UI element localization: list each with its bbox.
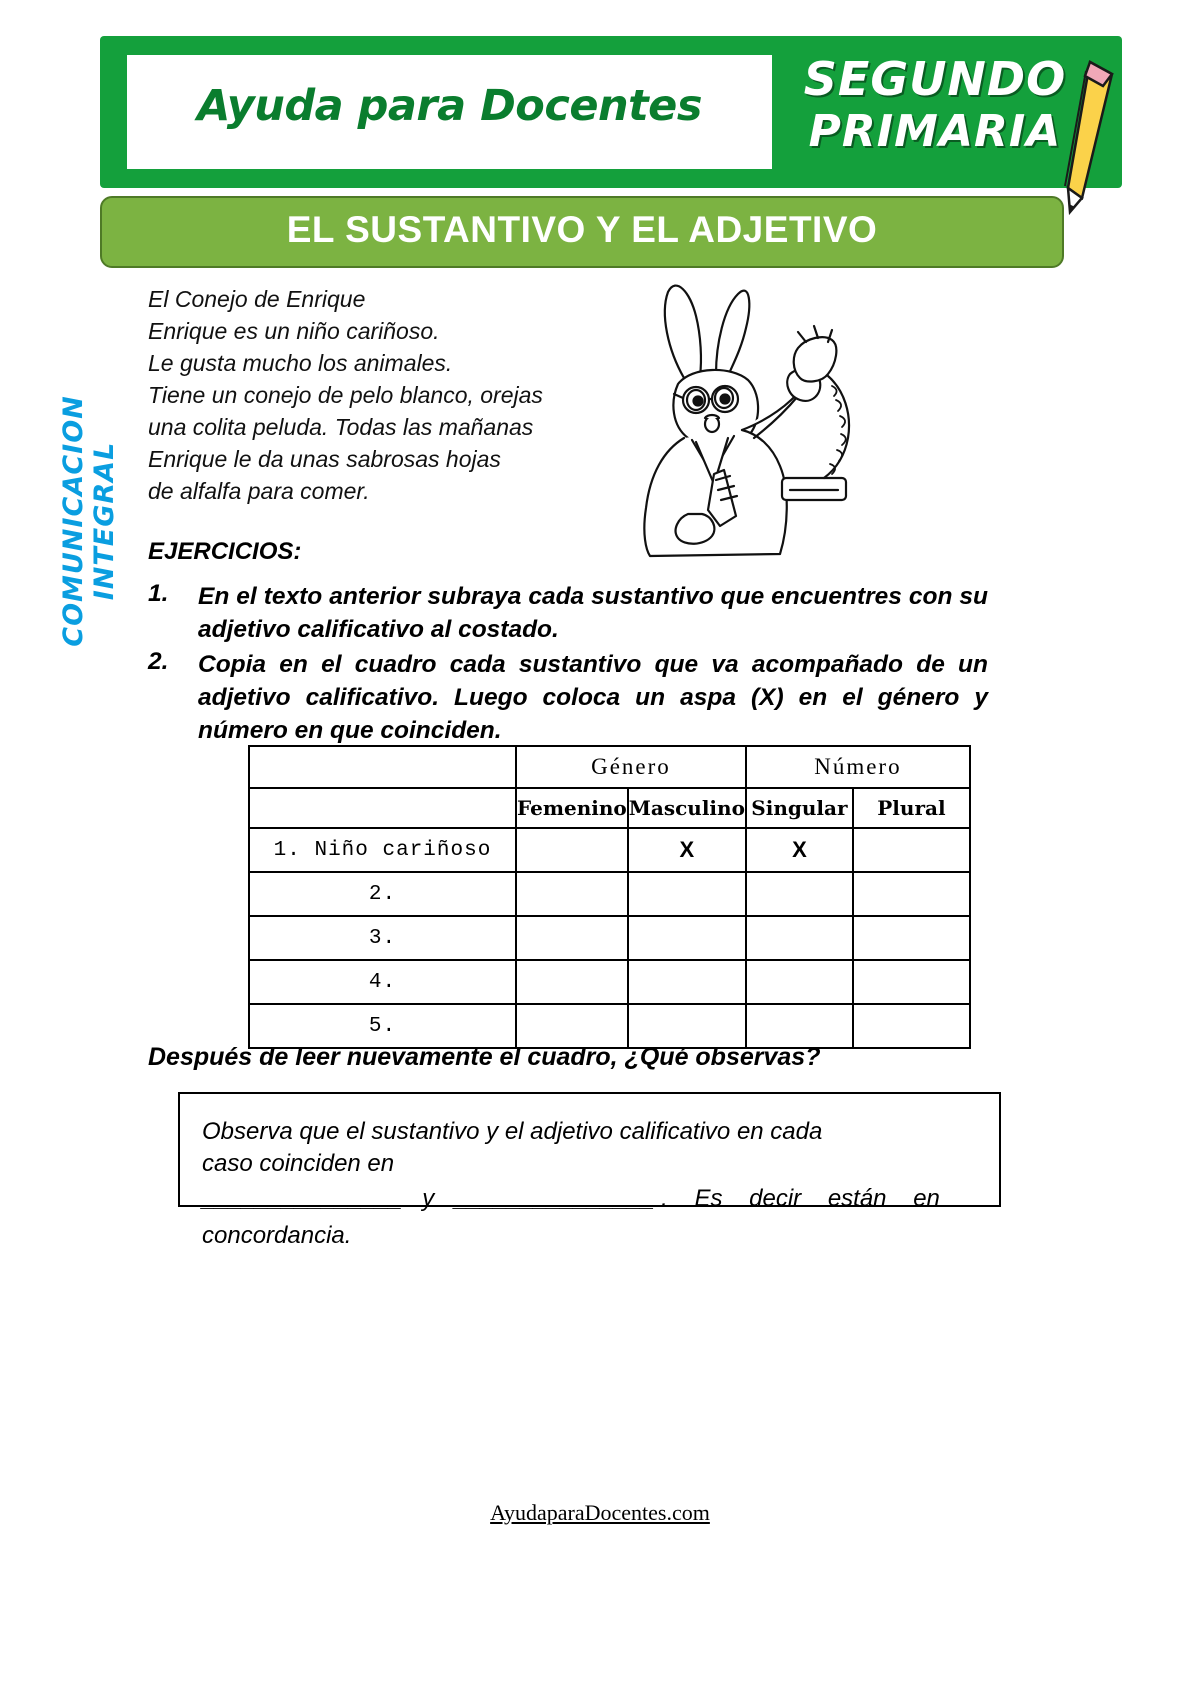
table-row-1-item: 1. Niño cariñoso: [249, 828, 516, 872]
table-header-singular: Singular: [746, 788, 853, 828]
footer-link[interactable]: AyudaparaDocentes.com: [490, 1500, 710, 1525]
story-line: una colita peluda. Todas las mañanas: [148, 414, 534, 440]
answer-line-3: _______________ y _______________ . Es decir están en: [202, 1185, 940, 1212]
grade-line-1: SEGUNDO: [803, 52, 1067, 106]
answer-line-4: concordancia.: [202, 1222, 352, 1249]
table-row-4-singular[interactable]: [746, 960, 853, 1004]
table-header-numero: Número: [746, 746, 970, 788]
story-line: El Conejo de Enrique: [148, 286, 366, 312]
worksheet-title-bar: [100, 196, 1064, 268]
table-row-5-masculino[interactable]: [628, 1004, 746, 1048]
story-line: Tiene un conejo de pelo blanco, orejas: [148, 382, 543, 408]
table-row-1-masculino[interactable]: X: [628, 828, 746, 872]
table-header-genero: Género: [516, 746, 746, 788]
table-row-4-plural[interactable]: [853, 960, 970, 1004]
exercise-1-text: En el texto anterior subraya cada sustantivo que encuentres con su adjetivo calificativo al costado.: [198, 583, 988, 643]
table-row: [249, 872, 970, 916]
table-row-2-item[interactable]: 2.: [249, 872, 516, 916]
table-row-4-masculino[interactable]: [628, 960, 746, 1004]
story-line: Enrique es un niño cariñoso.: [148, 318, 440, 344]
story-line: Le gusta mucho los animales.: [148, 350, 453, 376]
answer-line-2: caso coinciden en: [202, 1150, 395, 1177]
table-row-5-femenino[interactable]: [516, 1004, 628, 1048]
table-row-2-singular[interactable]: [746, 872, 853, 916]
worksheet-title: EL SUSTANTIVO Y EL ADJETIVO: [286, 209, 878, 250]
exercise-2-text: Copia en el cuadro cada sustantivo que va acompañado de un adjetivo calificativo. Luego coloca un aspa (X) en el género y número en que coinciden.: [198, 651, 988, 744]
table-row-5-singular[interactable]: [746, 1004, 853, 1048]
table-row-3-singular[interactable]: [746, 916, 853, 960]
site-title: Ayuda para Docentes: [197, 81, 702, 131]
exercise-1-number: 1.: [148, 580, 169, 607]
table-row-1-plural[interactable]: [853, 828, 970, 872]
grade-line-2: PRIMARIA: [808, 106, 1062, 157]
grade-badge: [800, 52, 1070, 174]
table-row-5-plural[interactable]: [853, 1004, 970, 1048]
exercises-heading: EJERCICIOS:: [148, 538, 302, 565]
table-row-2-plural[interactable]: [853, 872, 970, 916]
reflection-question: Después de leer nuevamente el cuadro, ¿Qué observas?: [148, 1043, 821, 1071]
table-header-row-group: [249, 746, 970, 788]
sustantivo-adjetivo-table: [248, 745, 971, 1049]
table-row-3-femenino[interactable]: [516, 916, 628, 960]
table-row-2-masculino[interactable]: [628, 872, 746, 916]
table-row-4-femenino[interactable]: [516, 960, 628, 1004]
table-header-femenino: Femenino: [516, 788, 628, 828]
rabbit-with-telephone-illustration: [592, 278, 882, 563]
pencil-icon: [1060, 56, 1130, 216]
story-line: de alfalfa para comer.: [148, 478, 370, 504]
table-row-1-singular[interactable]: X: [746, 828, 853, 872]
table-corner-empty: [249, 746, 516, 788]
table-row-1-femenino[interactable]: [516, 828, 628, 872]
table-corner-empty-2: [249, 788, 516, 828]
table-row: [249, 1004, 970, 1048]
table-row-3-masculino[interactable]: [628, 916, 746, 960]
table-row-3-item[interactable]: 3.: [249, 916, 516, 960]
table-row-2-femenino[interactable]: [516, 872, 628, 916]
table-row-5-item[interactable]: 5.: [249, 1004, 516, 1048]
story-text: [148, 283, 668, 507]
table-row: [249, 828, 970, 872]
table-header-masculino: Masculino: [628, 788, 746, 828]
table-row: [249, 916, 970, 960]
header-banner: [100, 36, 1122, 188]
site-title-box: [122, 50, 777, 174]
answer-line-1: Observa que el sustantivo y el adjetivo calificativo en cada: [202, 1118, 823, 1145]
table-header-row-sub: [249, 788, 970, 828]
exercise-2-number: 2.: [148, 648, 169, 675]
table-row: [249, 960, 970, 1004]
table-header-plural: Plural: [853, 788, 970, 828]
subject-side-label: COMUNICACION INTEGRAL: [58, 395, 120, 647]
story-line: Enrique le da unas sabrosas hojas: [148, 446, 501, 472]
table-row-4-item[interactable]: 4.: [249, 960, 516, 1004]
table-row-3-plural[interactable]: [853, 916, 970, 960]
